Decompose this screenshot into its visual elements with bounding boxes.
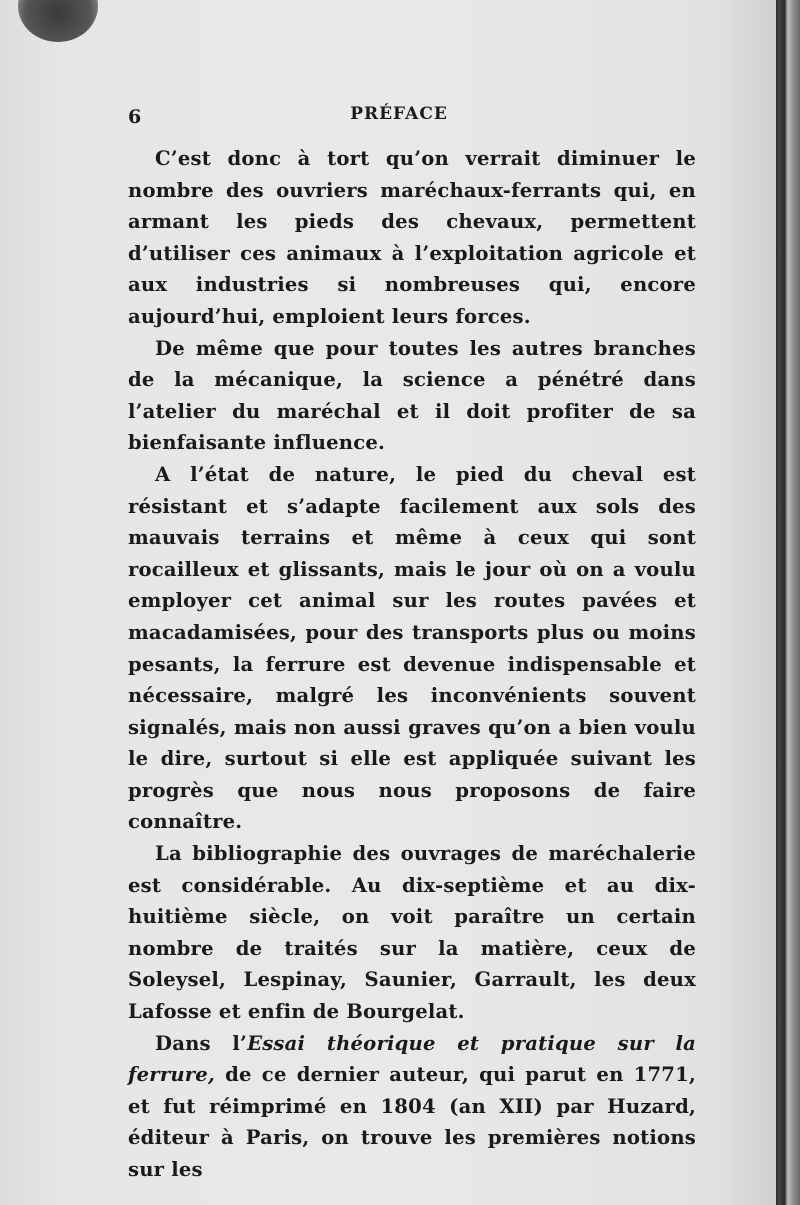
book-title-italic: Essai théorique et pratique sur la ferrure, [128,1031,697,1087]
page-number: 6 [128,106,142,128]
paragraph-suffix: de ce dernier auteur, qui parut en 1771, et fut réimprimé en 1804 (an XII) par Huzard, éditeur à Paris, on trouve les premières notions sur les [128,1063,696,1181]
page-header [128,102,670,132]
running-title: PRÉFACE [350,104,448,124]
paragraph: La bibliographie des ouvrages de maréchalerie est considérable. Au dix-septième et au dix-huitième siècle, on voit paraître un certain nombre de traités sur la matière, ceux de Soleysel, Lespinay, Saunier, Garrault, les deux Lafosse et enfin de Bourgelat. [128,842,696,1024]
page-edge [778,0,800,1205]
paragraph-prefix: Dans l’ [155,1031,248,1055]
paragraph [128,1028,696,1186]
body-text [128,143,696,1186]
page-edge-line [776,0,778,1205]
paragraph: C’est donc à tort qu’on verrait diminuer le nombre des ouvriers maréchaux-ferrants qui, en armant les pieds des chevaux, permettent d’utiliser ces animaux à l’exploitation agricole et aux industries si nombreuses qui, encore aujourd’hui, emploient leurs forces. [128,147,696,328]
paragraph: De même que pour toutes les autres branches de la mécanique, la science a pénétré dans l’atelier du maréchal et il doit profiter de sa bienfaisante influence. [128,336,696,455]
paragraph: A l’état de nature, le pied du cheval est résistant et s’adapte facilement aux sols des mauvais terrains et même à ceux qui sont rocailleux et glissants, mais le jour où on a voulu employer cet animal sur les routes pavées et macadamisées, pour des transports plus ou moins pesants, la ferrure est devenue indispensable et nécessaire, malgré les inconvénients souvent signalés, mais non aussi graves qu’on a bien voulu le dire, surtout si elle est appliquée suivant les progrès que nous nous proposons de faire connaître. [128,462,696,834]
corner-shadow [18,0,98,42]
